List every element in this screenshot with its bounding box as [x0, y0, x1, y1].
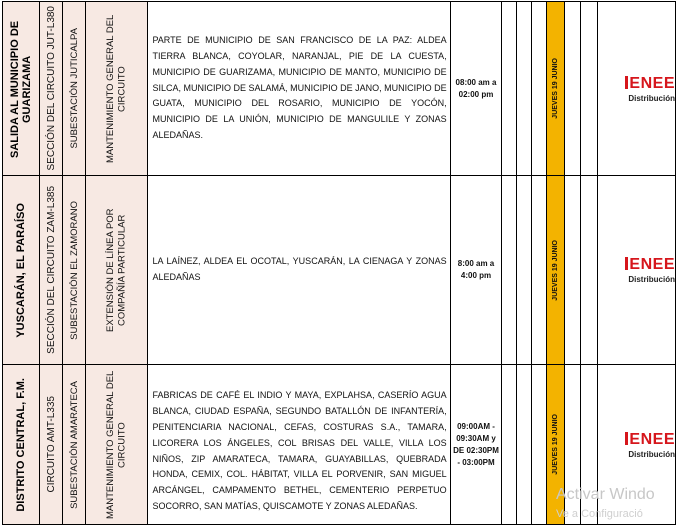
logo-word: ENEE — [629, 256, 675, 273]
place-label: DISTRITO CENTRAL, F.M. — [15, 377, 27, 512]
place-cell — [3, 176, 40, 365]
empty-cell — [564, 2, 581, 176]
place-cell — [3, 2, 40, 176]
substation-label: SUBESTACIÓN EL ZAMORANO — [68, 200, 80, 340]
place-label: SALIDA AL MUNICIPIO DE GUARIZAMA — [9, 19, 33, 158]
place-cell — [3, 365, 40, 525]
enee-logo — [598, 431, 675, 459]
logo-cell — [598, 2, 676, 176]
day-cell — [547, 176, 564, 365]
time-line: 02:00 pm — [458, 89, 494, 99]
empty-cell — [564, 176, 581, 365]
work-label: MANTENIMIENTO GENERAL DEL CIRCUITO — [105, 14, 128, 163]
work-cell — [86, 176, 148, 365]
substation-cell — [63, 365, 86, 525]
enee-logo — [598, 75, 675, 103]
place-label: YUSCARÁN, EL PARAÍSO — [15, 202, 27, 338]
circuit-label: SECCIÓN DEL CIRCUITO JUT-L380 — [45, 6, 57, 171]
empty-cell — [532, 2, 547, 176]
time-line: 09:00AM - — [457, 421, 495, 431]
empty-cell — [581, 176, 598, 365]
empty-cell — [517, 365, 532, 525]
logo-mark-icon — [625, 76, 628, 89]
substation-label: SUBESTACIÓN AMARATECA — [68, 380, 80, 509]
windows-activation-hint: Ve a Configuració — [556, 508, 643, 520]
logo-word: ENEE — [629, 74, 675, 92]
areas-cell — [148, 176, 450, 365]
time-text — [451, 421, 502, 469]
circuit-label: CIRCUITO AMT-L335 — [45, 396, 57, 493]
table-row — [3, 2, 676, 176]
empty-cell — [502, 176, 517, 365]
day-label: JUEVES 19 JUNIO — [551, 414, 559, 475]
time-line: 4:00 pm — [460, 271, 492, 280]
empty-cell — [502, 2, 517, 176]
logo-mark-icon — [625, 257, 628, 270]
day-label: JUEVES 19 JUNIO — [551, 239, 559, 301]
substation-cell — [63, 2, 86, 176]
substation-label: SUBESTACIÓN JUTICALPA — [68, 28, 80, 149]
areas-cell — [148, 365, 450, 525]
day-cell — [547, 2, 564, 176]
outage-schedule-table — [2, 1, 676, 525]
areas-text: PARTE DE MUNICIPIO DE SAN FRANCISCO DE LA PAZ: ALDEA TIERRA BLANCA, COYOLAR, NARANJAL, PIE DE LA CUESTA, MUNICIPIO DE GUARIZAMA, MUNICIPIO DE MANTO, MUNICIPIO DE SILCA, MUNICIPIO DE SALAMÁ, MUNICIPIO DE JANO, MUNICIPIO DE GUATA, MUNICIPIO DEL ROSARIO, MUNICIPIO DE YOCÓN, MUNICIPIO DE LA UNIÓN, MUNICIPIO DE MANGULILE Y ZONAS ALEDAÑAS. — [152, 34, 447, 141]
empty-cell — [517, 176, 532, 365]
circuit-cell — [40, 176, 63, 365]
empty-cell — [502, 365, 517, 525]
work-cell — [86, 365, 148, 525]
substation-cell — [63, 176, 86, 365]
logo-word: ENEE — [629, 430, 675, 448]
time-line: 09:30AM y — [456, 433, 496, 443]
empty-cell — [532, 365, 547, 525]
table-row — [3, 176, 676, 365]
areas-text: FABRICAS DE CAFÉ EL INDIO Y MAYA, EXPLAHSA, CASERÍO AGUA BLANCA, CIUDAD ESPAÑA, SEGUNDO BATALLÓN DE INFANTERÍA, PENITENCIARIA NACIONAL, CEFAS, COSTURAS S.A., TAMARA, LICORERA LOS ÁNGELES, COL BRISAS DEL VALLE, VILLA LOS NIÑOS, ZIP AMARATECA, TAMARA, GUAYABILLAS, QUEBRADA HONDA, CEMIX, COL. HÁBITAT, VILLA EL PORVENIR, SAN MIGUEL ARCÁNGEL, CAMPAMENTO BETHEL, CEMENTERIO PERPETUO SOCORRO, SAN MATÍAS, QUISCAMOTE Y ZONAS ALEDAÑAS. — [152, 389, 447, 512]
time-line: - 03:00PM — [457, 457, 495, 467]
areas-cell — [148, 2, 450, 176]
empty-cell — [581, 2, 598, 176]
enee-logo — [598, 256, 675, 284]
time-line: 08:00 am a — [455, 77, 497, 87]
work-cell — [86, 2, 148, 176]
empty-cell — [532, 176, 547, 365]
circuit-label: SECCIÓN DEL CIRCUITO ZAM-L385 — [45, 186, 57, 354]
empty-cell — [517, 2, 532, 176]
windows-activation-watermark: Activar Windo — [556, 486, 655, 503]
work-label: MANTENIMIENTO GENERAL DEL CIRCUITO — [105, 370, 128, 519]
circuit-cell — [40, 365, 63, 525]
logo-subtitle: Distribución — [628, 449, 675, 459]
time-text — [451, 258, 502, 282]
logo-subtitle: Distribución — [628, 93, 675, 103]
day-label: JUEVES 19 JUNIO — [551, 58, 559, 119]
areas-text: LA LAÍNEZ, ALDEA EL OCOTAL, YUSCARÁN, LA CIENAGA Y ZONAS ALEDAÑAS — [152, 256, 447, 282]
circuit-cell — [40, 2, 63, 176]
time-line: DE 02:30PM — [453, 445, 499, 455]
time-line: 8:00 am a — [457, 259, 495, 268]
logo-cell — [598, 176, 676, 365]
time-text — [451, 77, 502, 101]
time-cell — [450, 2, 502, 176]
logo-subtitle: Distribución — [628, 275, 675, 284]
work-label: EXTENSIÓN DE LÍNEA POR COMPAÑÍA PARTICULAR — [105, 208, 128, 332]
time-cell — [450, 365, 502, 525]
time-cell — [450, 176, 502, 365]
logo-mark-icon — [625, 432, 628, 445]
